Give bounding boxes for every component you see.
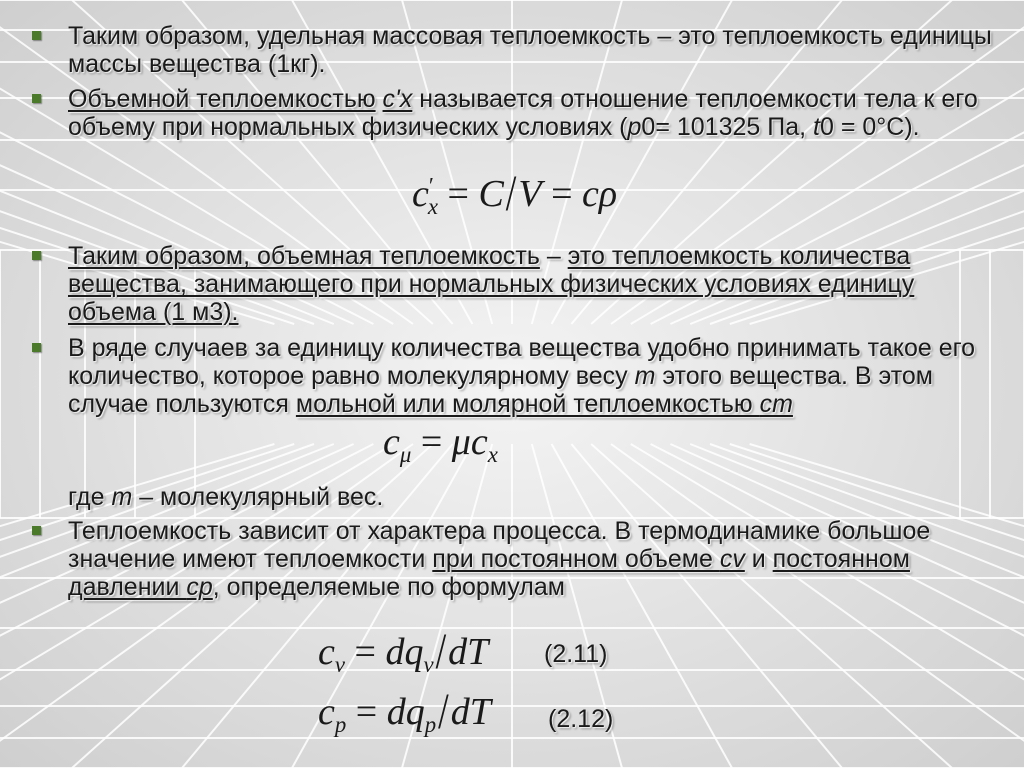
formula-symbol: c xyxy=(470,421,488,463)
formula-equals: = xyxy=(354,631,376,673)
m-symbol: m xyxy=(634,362,656,390)
formula-symbol: c xyxy=(383,421,400,463)
volumetric-symbol: c'x xyxy=(382,85,413,113)
bullet-icon xyxy=(32,526,41,535)
bullet-icon xyxy=(32,251,41,260)
formula-symbol: μ xyxy=(451,421,471,463)
paragraph-5-text: и xyxy=(744,545,773,573)
fraction-slash-icon: / xyxy=(438,683,449,741)
formula-equals: = xyxy=(447,173,469,215)
paragraph-2-text: называется отношение теплоемкости тела к его объему при нормальных физических условиях ( xyxy=(68,85,978,141)
formula-subscript: v xyxy=(423,651,434,677)
equation-number-2-11: (2.11) xyxy=(544,640,608,668)
note-text: – молекулярный вес. xyxy=(132,483,384,511)
formula-symbol: dT xyxy=(450,691,491,733)
t0-symbol: t xyxy=(813,113,820,141)
paragraph-4 xyxy=(68,334,998,418)
formula-subscript: v xyxy=(334,651,345,677)
formula-prime: ′ xyxy=(428,173,434,199)
formula-symbol: c xyxy=(318,691,335,733)
paragraph-3-dash: – xyxy=(539,242,568,270)
p0-value: 0= 101325 Па, xyxy=(641,113,814,141)
formula-subscript: p xyxy=(424,711,437,737)
paragraph-1-text: Таким образом, удельная массовая теплоемкость – это теплоемкость единицы массы вещества (1кг). xyxy=(68,22,992,78)
paragraph-4-text: В ряде случаев за единицу количества вещества удобно принимать такое его количество, которое равно молекулярному весу xyxy=(68,334,976,390)
formula-symbol: V xyxy=(518,173,542,215)
formula-symbol: dq xyxy=(386,691,425,733)
formula-subscript: x xyxy=(487,441,498,467)
paragraph-4-text: этого вещества. В этом случае пользуются xyxy=(68,362,933,418)
paragraph-1 xyxy=(68,22,998,78)
volumetric-heat-capacity-term: Объемной теплоемкостью xyxy=(68,85,376,113)
m-symbol: m xyxy=(111,483,133,511)
paragraph-3-lead: Таким образом, объемная теплоемкость xyxy=(68,242,540,270)
formula-symbol: c xyxy=(318,631,335,673)
note-text: где xyxy=(68,483,112,511)
formula-cv xyxy=(318,623,489,681)
formula-molar xyxy=(383,420,498,468)
paragraph-3-definition: это теплоемкость количества вещества, занимающего при нормальных физических условиях единицу объема (1 м3). xyxy=(68,242,915,326)
cv-symbol: cv xyxy=(719,545,745,573)
paragraph-4-note xyxy=(68,483,998,511)
cm-symbol: cm xyxy=(759,390,793,418)
paragraph-5-text: , определяемые по формулам xyxy=(212,573,565,601)
paragraph-5-text: Теплоемкость зависит от характера процесса. В термодинамике большое значение имеют теплоемкости xyxy=(68,517,931,573)
bullet-icon xyxy=(32,343,41,352)
formula-volumetric xyxy=(412,165,618,223)
bullet-icon xyxy=(32,31,41,40)
paragraph-5 xyxy=(68,517,998,601)
formula-symbol: C xyxy=(478,173,504,215)
bullet-icon xyxy=(32,94,41,103)
equation-number-2-12: (2.12) xyxy=(548,705,614,733)
formula-subscript: x xyxy=(427,193,438,219)
t0-value: 0 = 0°C). xyxy=(819,113,920,141)
formula-symbol: dT xyxy=(448,631,489,673)
constant-pressure-term: постоянном давлении xyxy=(68,545,910,601)
p0-symbol: p xyxy=(627,113,642,141)
fraction-slash-icon: / xyxy=(505,165,517,223)
formula-symbol: c xyxy=(412,173,429,215)
molar-heat-capacity-term: мольной или молярной теплоемкостью xyxy=(295,390,760,418)
constant-volume-term: при постоянном объеме xyxy=(432,545,720,573)
formula-equals: = xyxy=(420,421,443,463)
paragraph-2 xyxy=(68,85,998,141)
formula-subscript: μ xyxy=(399,441,412,467)
formula-equals: = xyxy=(355,691,378,733)
formula-subscript: p xyxy=(334,711,347,737)
formula-equals: = xyxy=(551,173,573,215)
formula-symbol: dq xyxy=(385,631,424,673)
cp-symbol: cp xyxy=(186,573,213,601)
fraction-slash-icon: / xyxy=(435,623,447,681)
paragraph-3 xyxy=(68,242,998,326)
formula-symbol: cρ xyxy=(582,173,618,215)
formula-cp xyxy=(318,683,491,741)
